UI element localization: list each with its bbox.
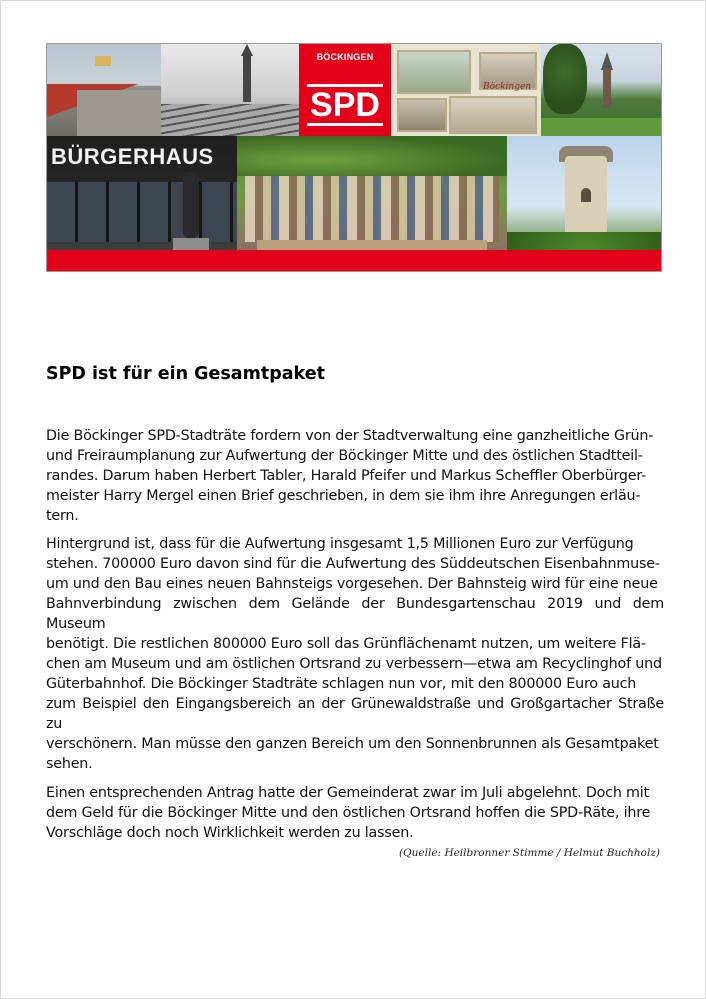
bridge-deck xyxy=(77,90,161,136)
bridge-photo xyxy=(47,44,161,136)
church-tower xyxy=(603,68,611,108)
hall-name: BÜRGERHAUS xyxy=(51,144,214,169)
article-paragraph: Die Böckinger SPD-Stadträte fordern von der Stadtverwaltung eine ganzheitliche Grün- und Freiraumplanung zur Aufwertung der Böckinger Mitte und des östlichen Stadtteil- randes. Darum haben Herbert Tabler, Harald Pfeifer und Markus Scheffler Oberbürger- meister Harry Mergel einen Brief geschrieben, in dem sie ihm ihre Anregungen erläu- tern. xyxy=(46,428,654,524)
header-banner xyxy=(46,43,662,272)
rail-tracks xyxy=(161,104,299,136)
article-paragraph: Hintergrund ist, dass für die Aufwertung insgesamt 1,5 Millionen Euro zur Verfügung stehen. 700000 Euro davon sind für die Aufwertung des Süddeutschen Eisenbahnmuse- um und den Bau eines neuen Bahnsteigs vorgesehen. Der Bahnsteig wird für eine neue Bahnverbindung zwischen dem Gelände der Bundesgartenschau 2019 und dem Museum benötigt. Die restlichen 800000 Euro soll das Grünflächenamt nutzen, um weitere Flä- chen am Museum und am östlichen Ortsrand zu verbessern—etwa am Recyclinghof und Güterbahnhof. Die Böckinger Stadträte schlagen nun vor, mit den 800000 Euro auch zum Beispiel den Eingangsbereich an der Grünewaldstraße und Großgartacher Straße zu verschönern. Man müsse den ganzen Bereich um den Sonnenbrunnen als Gesamtpaket sehen. xyxy=(46,536,664,773)
postcard-image xyxy=(397,50,471,94)
statue xyxy=(183,172,199,238)
tree-canopy xyxy=(237,136,507,176)
seated-people xyxy=(245,176,499,242)
postcard-image xyxy=(449,96,537,134)
tower-window xyxy=(581,188,591,202)
church-park-photo xyxy=(541,44,662,136)
spd-logo: SPD xyxy=(307,84,383,126)
garden-table xyxy=(257,240,487,250)
article-headline: SPD ist für ein Gesamtpaket xyxy=(46,364,325,384)
postcard-image xyxy=(397,98,447,132)
tree xyxy=(543,44,587,114)
spd-logo-block xyxy=(299,44,391,136)
article-paragraph: Einen entsprechenden Antrag hatte der Gemeinderat zwar im Juli abgelehnt. Doch mit dem Geld für die Böckinger Mitte und den östlichen Ortsrand hoffen die SPD-Räte, ihre Vorschläge doch noch Wirklichkeit werden zu lassen. xyxy=(46,784,651,841)
church-tower xyxy=(243,52,251,102)
source-credit: (Quelle: Heilbronner Stimme / Helmut Buchholz) xyxy=(398,847,660,859)
postcard-photo xyxy=(391,44,541,136)
banner-top-row xyxy=(47,44,662,136)
postcard-script: Böckingen xyxy=(483,82,532,92)
lawn xyxy=(541,118,662,136)
article-body xyxy=(46,426,664,851)
logo-city-name: BÖCKINGEN xyxy=(316,52,374,62)
red-accent-bar xyxy=(47,250,662,271)
bridge-sign xyxy=(95,56,111,66)
historic-station-photo xyxy=(161,44,299,136)
hall-windows xyxy=(47,182,237,242)
